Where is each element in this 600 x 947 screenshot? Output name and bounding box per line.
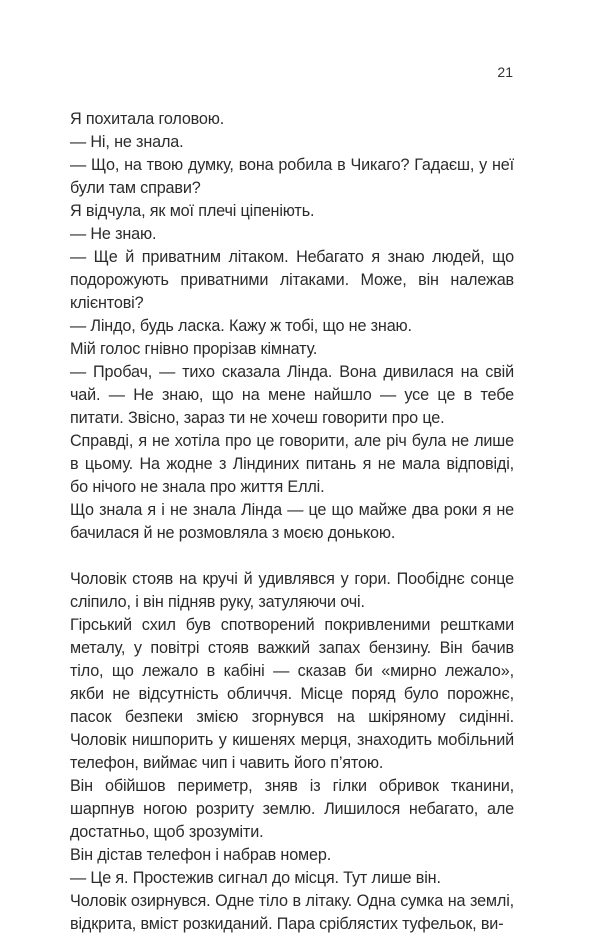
paragraph: — Що, на твою думку, вона робила в Чикаго? Гадаєш, у неї були там справи? <box>70 156 514 197</box>
paragraph: — Ще й приватним літаком. Небагато я знаю людей, що подорожують приватними літаками. Може, він належав клієнтові? <box>70 248 514 312</box>
paragraph: Чоловік озирнувся. Одне тіло в літаку. Одна сумка на землі, відкрита, вміст розкиданий. Пара сріблястих туфельок, ви- <box>70 892 514 933</box>
paragraph: — Не знаю. <box>70 225 157 243</box>
paragraph: Я відчула, як мої плечі ціпеніють. <box>70 202 315 220</box>
paragraph: Що знала я і не знала Лінда — це що майже два роки я не бачилася й не розмовляла з моєю донькою. <box>70 501 514 542</box>
paragraph: — Це я. Простежив сигнал до місця. Тут лише він. <box>70 869 441 887</box>
paragraph: Гірський схил був спотворений покривленими рештками металу, у повітрі стояв важкий запах бензину. Він бачив тіло, що лежало в кабіні — сказав би «мирно лежало», якби не відсутність обличчя. Місце поряд було порожнє, пасок безпеки змією згорнувся на шкіряному сидінні. Чоловік нишпорить у кишенях мерця, знаходить мобільний телефон, виймає чип і чавить його п’ятою. <box>70 616 514 772</box>
paragraph: — Пробач, — тихо сказала Лінда. Вона дивилася на свій чай. — Не знаю, що на мене найшло — усе це в тебе питати. Звісно, зараз ти не хочеш говорити про це. <box>70 363 514 427</box>
paragraph: Чоловік стояв на кручі й удивлявся у гори. Пообіднє сонце сліпило, і він підняв руку, затуляючи очі. <box>70 570 514 611</box>
paragraph: — Ні, не знала. <box>70 133 184 151</box>
page-number: 21 <box>497 64 513 80</box>
paragraph: Справді, я не хотіла про це говорити, але річ була не лише в цьому. На жодне з Ліндиних питань я не мала відповіді, бо нічого не знала про життя Еллі. <box>70 432 514 496</box>
paragraph: Він обійшов периметр, зняв із гілки обривок тканини, шарпнув ногою розриту землю. Лишилося небагато, але достатньо, щоб зрозуміти. <box>70 777 514 841</box>
section-crash-site <box>70 568 514 936</box>
paragraph: Я похитала головою. <box>70 110 225 128</box>
paragraph: — Ліндо, будь ласка. Кажу ж тобі, що не знаю. <box>70 317 412 335</box>
section-dialogue <box>70 108 514 545</box>
body-text <box>70 108 514 936</box>
paragraph: Він дістав телефон і набрав номер. <box>70 846 332 864</box>
paragraph: Мій голос гнівно прорізав кімнату. <box>70 340 318 358</box>
